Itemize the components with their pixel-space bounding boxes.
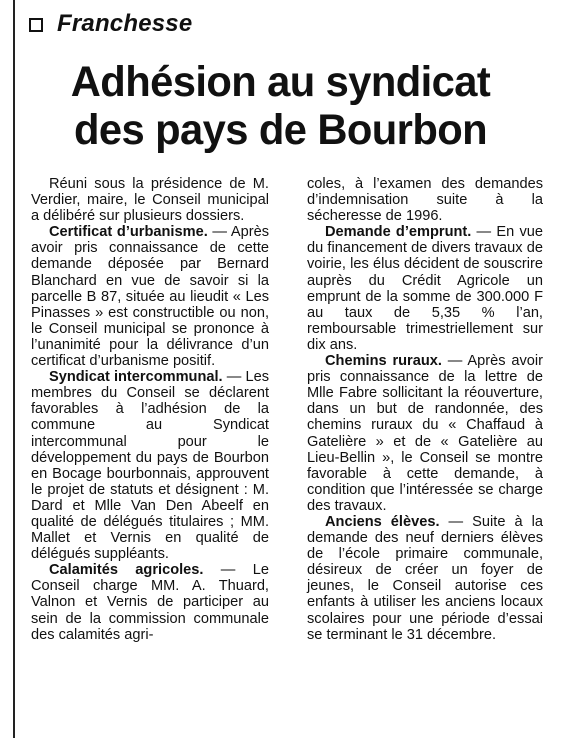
square-bullet-icon [29, 18, 43, 32]
left-margin-rule [13, 0, 15, 738]
section-body: — Après avoir pris connaissance de la lettre de Mlle Fabre sollicitant la réouverture, dans un but de randonnée, des chemins ruraux du « Chaffaud à Gatelière » et de « Gatelière au Lieu-Bellin », le Conseil se montre favorable à cette demande, à condition que l’intéressée se charge des travaux. [307, 353, 543, 514]
section-heading: Calamités agricoles. [49, 562, 204, 579]
section-paragraph [31, 224, 269, 369]
section-heading: Anciens élèves. [325, 513, 440, 530]
section-heading: Certificat d’urbanisme. [49, 224, 208, 241]
section-paragraph [307, 353, 543, 514]
section-paragraph [307, 514, 543, 643]
section-body: — Suite à la demande des neuf derniers élèves de l’école primaire communale, désireux de créer un foyer de jeunes, le Conseil autorise ces enfants à utiliser les anciens locaux scolaires pour une période d’essai se terminant le 31 décembre. [307, 513, 543, 643]
section-body: — Le Conseil charge MM. A. Thuard, Valnon et Vernis de participer au sein de la commission communale des calamités agri- [31, 562, 269, 643]
headline-line-1: Adhésion au syndicat [70, 58, 491, 106]
article-column-left [31, 176, 269, 643]
rubric-label: Franchesse [57, 10, 193, 37]
section-body: — Après avoir pris connaissance de cette demande déposée par Bernard Blanchard en vue de savoir si la parcelle B 87, située au lieudit « Les Pinasses » est constructible ou non, le Conseil municipal se prononce à l’unanimité pour la délivrance d’un certificat d’urbanisme positif. [31, 224, 269, 370]
intro-paragraph: Réuni sous la présidence de M. Verdier, maire, le Conseil municipal a délibéré sur plusieurs dossiers. [31, 176, 269, 225]
section-heading: Chemins ruraux. [325, 353, 442, 370]
article-headline [26, 58, 535, 154]
section-paragraph [307, 224, 543, 353]
continuation-paragraph: coles, à l’examen des demandes d’indemnisation suite à la sécheresse de 1996. [307, 176, 543, 225]
article-column-right [307, 176, 543, 643]
section-rubric [29, 10, 192, 38]
headline-line-2: des pays de Bourbon [73, 106, 488, 154]
section-paragraph [31, 562, 269, 642]
section-heading: Demande d’emprunt. [325, 224, 472, 241]
section-paragraph [31, 369, 269, 562]
section-body: — En vue du financement de divers travaux de voirie, les élus décident de souscrire auprès du Crédit Agricole un emprunt de la somme de 300.000 F au taux de 5,35 % l’an, remboursable trimestriellement sur dix ans. [307, 224, 543, 353]
section-body: — Les membres du Conseil se déclarent favorables à l’adhésion de la commune au Syndicat intercommunal pour le développement du pays de Bourbon en Bocage bourbonnais, approuvent le projet de statuts et désignent : M. Dard et Mlle Van Den Abeelf en qualité de délégués titulaires ; MM. Mallet et Vernis en qualité de délégués suppléants. [31, 369, 270, 563]
section-heading: Syndicat intercommunal. [49, 369, 223, 386]
